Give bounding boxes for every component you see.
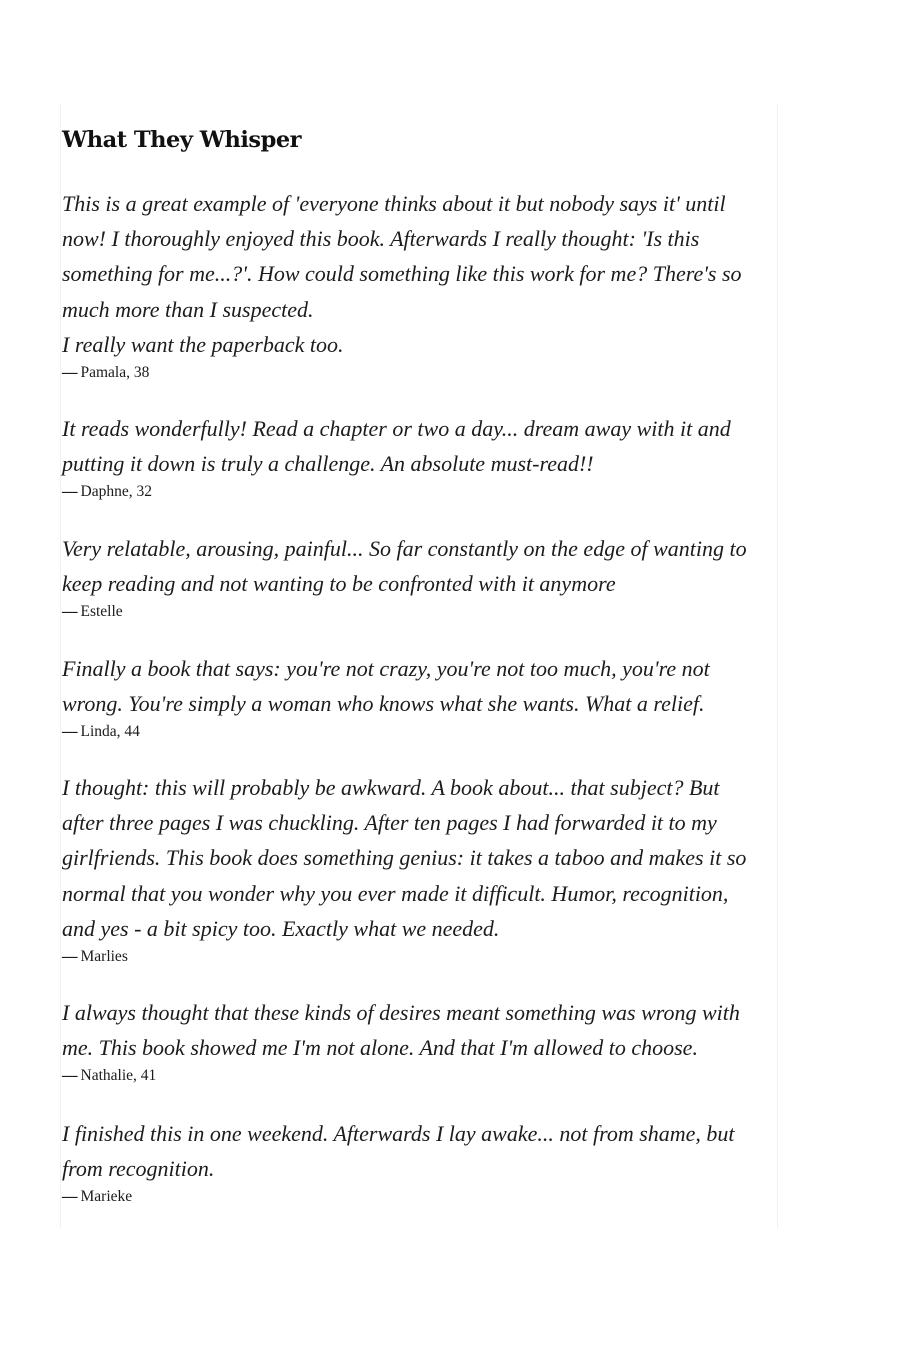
- review-author-dash: —: [62, 364, 78, 382]
- review-author: [62, 722, 777, 742]
- review-author-dash: —: [62, 723, 78, 741]
- review-item: [62, 411, 777, 502]
- review-author-dash: —: [62, 483, 78, 501]
- review-author-name: Daphne, 32: [80, 483, 152, 501]
- review-quote-line: keep reading and not wanting to be confronted with it anymore: [62, 571, 616, 597]
- review-quote-line: I thought: this will probably be awkward. A book about... that subject? But: [62, 775, 720, 800]
- review-author: [62, 1187, 777, 1207]
- review-quote-line: Very relatable, arousing, painful... So far constantly on the edge of wanting to: [62, 536, 747, 561]
- review-item: [62, 770, 777, 967]
- review-quote-line: normal that you wonder why you ever made it difficult. Humor, recognition,: [62, 880, 729, 906]
- review-quote-line: something for me...?'. How could something like this work for me? There's so: [62, 261, 742, 287]
- review-author-name: Estelle: [80, 603, 123, 621]
- review-quote-line: I really want the paperback too.: [62, 331, 344, 357]
- review-quote: [62, 411, 777, 481]
- review-quote-line: I always thought that these kinds of desires meant something was wrong with: [62, 1000, 740, 1025]
- review-author: [62, 363, 777, 383]
- review-author-dash: —: [62, 948, 78, 966]
- review-quote-line: much more than I suspected.: [62, 296, 314, 322]
- review-item: [62, 1116, 777, 1207]
- review-quote: [62, 531, 777, 601]
- review-quote-line: me. This book showed me I'm not alone. And that I'm allowed to choose.: [62, 1035, 698, 1061]
- review-quote: [62, 995, 777, 1065]
- review-item: [62, 186, 777, 383]
- review-item: [62, 651, 777, 742]
- review-quote-line: girlfriends. This book does something genius: it takes a taboo and makes it so: [62, 845, 747, 871]
- review-quote-line: Finally a book that says: you're not crazy, you're not too much, you're not: [62, 656, 710, 681]
- review-author: [62, 482, 777, 502]
- review-item: [62, 531, 777, 622]
- review-quote-line: now! I thoroughly enjoyed this book. Afterwards I really thought: 'Is this: [62, 226, 700, 252]
- review-quote-line: and yes - a bit spicy too. Exactly what we needed.: [62, 915, 500, 941]
- review-quote-line: putting it down is truly a challenge. An absolute must-read!!: [62, 451, 594, 477]
- review-item: [62, 995, 777, 1086]
- review-quote-line: wrong. You're simply a woman who knows what she wants. What a relief.: [62, 691, 705, 717]
- review-author-dash: —: [62, 1067, 78, 1085]
- review-author-dash: —: [62, 603, 78, 621]
- review-quote: [62, 1116, 777, 1186]
- review-author: [62, 602, 777, 622]
- review-author: [62, 947, 777, 967]
- review-quote-line: It reads wonderfully! Read a chapter or two a day... dream away with it and: [62, 416, 731, 441]
- review-quote-line: This is a great example of 'everyone thinks about it but nobody says it' until: [62, 191, 726, 216]
- review-author-name: Linda, 44: [80, 723, 140, 741]
- review-quote: [62, 651, 777, 721]
- review-author-name: Marieke: [80, 1188, 133, 1206]
- review-author-name: Nathalie, 41: [80, 1067, 157, 1085]
- review-quote: [62, 186, 777, 362]
- review-author-name: Marlies: [80, 948, 128, 966]
- section-title: What They Whisper: [62, 127, 301, 153]
- review-quote-line: from recognition.: [62, 1156, 215, 1182]
- review-quote-line: after three pages I was chuckling. After ten pages I had forwarded it to my: [62, 810, 717, 836]
- review-author: [62, 1066, 777, 1086]
- review-quote-line: I finished this in one weekend. Afterwards I lay awake... not from shame, but: [62, 1121, 735, 1146]
- review-quote: [62, 770, 777, 946]
- review-author-name: Pamala, 38: [80, 364, 150, 382]
- review-author-dash: —: [62, 1188, 78, 1206]
